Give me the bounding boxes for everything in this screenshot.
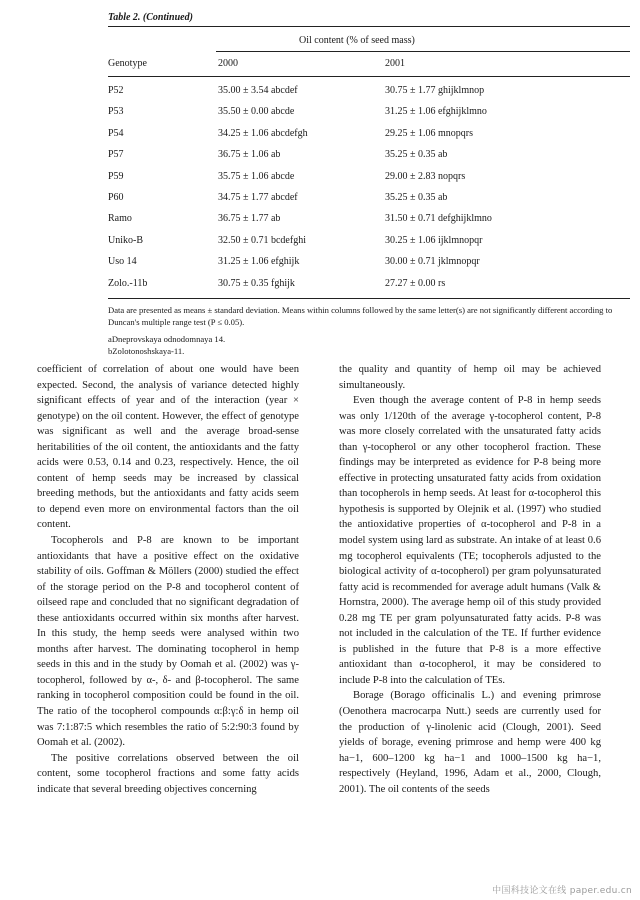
data-table (108, 10, 630, 358)
genotype-cell: Uniko-B (108, 234, 143, 246)
genotype-cell: P53 (108, 106, 124, 118)
table-row (108, 80, 630, 101)
value-cell: 35.75 ± 1.06 abcde (218, 170, 295, 182)
table-notes (108, 304, 630, 358)
value-cell: 30.75 ± 1.77 ghijklmnop (385, 85, 485, 96)
value-cell: 35.25 ± 0.35 ab (385, 149, 448, 161)
table-row (108, 123, 630, 144)
value-cell: 31.25 ± 1.06 efghijklmno (385, 106, 487, 118)
paragraph: Tocopherols and P-8 are known to be important antioxidants that have a positive effect on the oxidative stability of oils. Goffman & Möllers (2000) studied the effect of the storage period on the P-8 and tocopherol content of oilseed rape and concluded that no significant degradation of these antioxidants occurred within six months after harvest. In this study, the hemp seeds were analysed within two months after harvest. The dominating tocopherol in hemp seeds in this and in the study by Oomah et al. (2002) was γ-tocopherol, followed by α-, δ- and β-tocopherol. The same ranking in tocopherol composition could be found in the oil. The ratio of the tocopherol compounds α:β:γ:δ in hemp oil was 7:1:87:5 which resembles the ratio of 5:2:90:3 found by Oomah et al. (2002). (37, 535, 299, 749)
table-bottom-rule (108, 298, 630, 299)
value-cell: 34.75 ± 1.77 abcdef (218, 191, 298, 203)
table-row (108, 101, 630, 122)
genotype-cell: P52 (108, 85, 124, 96)
table-group-header (108, 27, 630, 53)
value-cell: 35.25 ± 0.35 ab (385, 191, 448, 203)
value-cell: 31.50 ± 0.71 defghijklmno (385, 213, 492, 225)
table-row (108, 166, 630, 187)
table-caption: Table 2. (Continued) (108, 12, 193, 23)
table-row (108, 208, 630, 229)
genotype-cell: Zolo.-11b (108, 277, 148, 289)
table-row (108, 230, 630, 251)
paragraph: The positive correlations observed between the oil content, some tocopherol fractions and some fatty acids indicate that several breeding objectives concerning (37, 752, 299, 795)
value-cell: 35.00 ± 3.54 abcdef (218, 85, 298, 96)
paragraph: Borage (Borago officinalis L.) and evening primrose (Oenothera macrocarpa Nutt.) seeds are currently used for the production of γ-linolenic acid (Clough, 2001). Seed yields of borage, evening primrose and hemp were 400 kg ha−1, 600–1200 kg ha−1 and 1000–1500 kg ha−1, respectively (Heyland, 1996, Adam et al., 2000, Clough, 2001). The oil contents of the seeds (339, 690, 601, 795)
value-cell: 31.25 ± 1.06 efghijk (218, 256, 300, 268)
footnote-b: bZolotonoshskaya-11. (108, 346, 185, 357)
value-cell: 29.00 ± 2.83 nopqrs (385, 170, 466, 182)
value-cell: 30.00 ± 0.71 jklmnopqr (385, 256, 480, 268)
table-row (108, 273, 630, 294)
value-cell: 34.25 ± 1.06 abcdefgh (218, 127, 308, 139)
group-header-rule (216, 51, 630, 52)
table-column-headers (108, 53, 630, 76)
value-cell: 29.25 ± 1.06 mnopqrs (385, 127, 473, 139)
paragraph: coefficient of correlation of about one would have been expected. Second, the analysis of variance detected highly significant effects of year and of the interaction (year × genotype) on the oil content. However, the effect of genotype was significant as well and the average broad-sense heritabilities of the oil content, the antioxidants and the fatty acids were 0.53, 0.14 and 0.23, respectively. Hence, the oil content of hemp seeds may be increased by classical breeding methods, but the antioxidants and fatty acids seem to depend even more on environmental factors than the oil content. (37, 364, 299, 531)
table-row (108, 187, 630, 208)
column-header: 2001 (385, 58, 405, 69)
column-header: 2000 (218, 58, 238, 69)
genotype-cell: P60 (108, 191, 124, 203)
value-cell: 32.50 ± 0.71 bcdefghi (218, 234, 306, 246)
value-cell: 35.50 ± 0.00 abcde (218, 106, 295, 118)
footnote-a: aDneprovskaya odnodomnaya 14. (108, 333, 226, 344)
value-cell: 30.75 ± 0.35 fghijk (218, 277, 295, 289)
table-row (108, 251, 630, 272)
column-header: Genotype (108, 58, 147, 69)
genotype-cell: P59 (108, 170, 124, 182)
paragraph: the quality and quantity of hemp oil may be achieved simultaneously. (339, 364, 601, 391)
group-header-label: Oil content (% of seed mass) (299, 35, 415, 46)
value-cell: 27.27 ± 0.00 rs (385, 277, 446, 289)
genotype-cell: Ramo (108, 213, 132, 225)
right-text-column (339, 362, 601, 797)
left-text-column (37, 362, 299, 797)
genotype-cell: P54 (108, 127, 124, 139)
paragraph: Even though the average content of P-8 in hemp seeds was only 1/120th of the average γ-tocopherol content, P-8 was more closely correlated with the unsaturated fatty acids than γ-tocopherol or any other tocopherol fraction. These findings may be interpreted as evidence for P-8 being more effective in protecting unsaturated fatty acids from oxidation than tocopherols in hemp seeds. At least for α-tocopherol this hypothesis is supported by Olejnik et al. (1997) who studied the antioxidative properties of α-tocopherol and P-8 in a model system using lard as substrate. An intake of at least 0.6 mg tocopherol equivalents (TE; tocopherols adjusted to the biological activity of α-tocopherol) per gram polyunsaturated fatty acid is recommended for average adult humans (Valk & Hornstra, 2000). The average hemp oil of this study provided 0.28 mg TE per gram polyunsaturated fatty acids. P-8 was not included in the calculation of the TE. If further evidence is published in the future that P-8 is a more effective antioxidant than α-tocopherol, it may be considered to include P-8 into the calculation of TEs. (339, 395, 601, 686)
table-note: Data are presented as means ± standard deviation. Means within columns followed by the same letter(s) are not significantly different according to Duncan's multiple range test (P ≤ 0.05). (108, 304, 613, 328)
genotype-cell: P57 (108, 149, 124, 161)
value-cell: 36.75 ± 1.77 ab (218, 213, 281, 225)
genotype-cell: Uso 14 (108, 256, 137, 268)
value-cell: 36.75 ± 1.06 ab (218, 149, 281, 161)
watermark: 中国科技论文在线 paper.edu.cn (492, 886, 632, 896)
table-row (108, 144, 630, 165)
value-cell: 30.25 ± 1.06 ijklmnopqr (385, 234, 483, 246)
